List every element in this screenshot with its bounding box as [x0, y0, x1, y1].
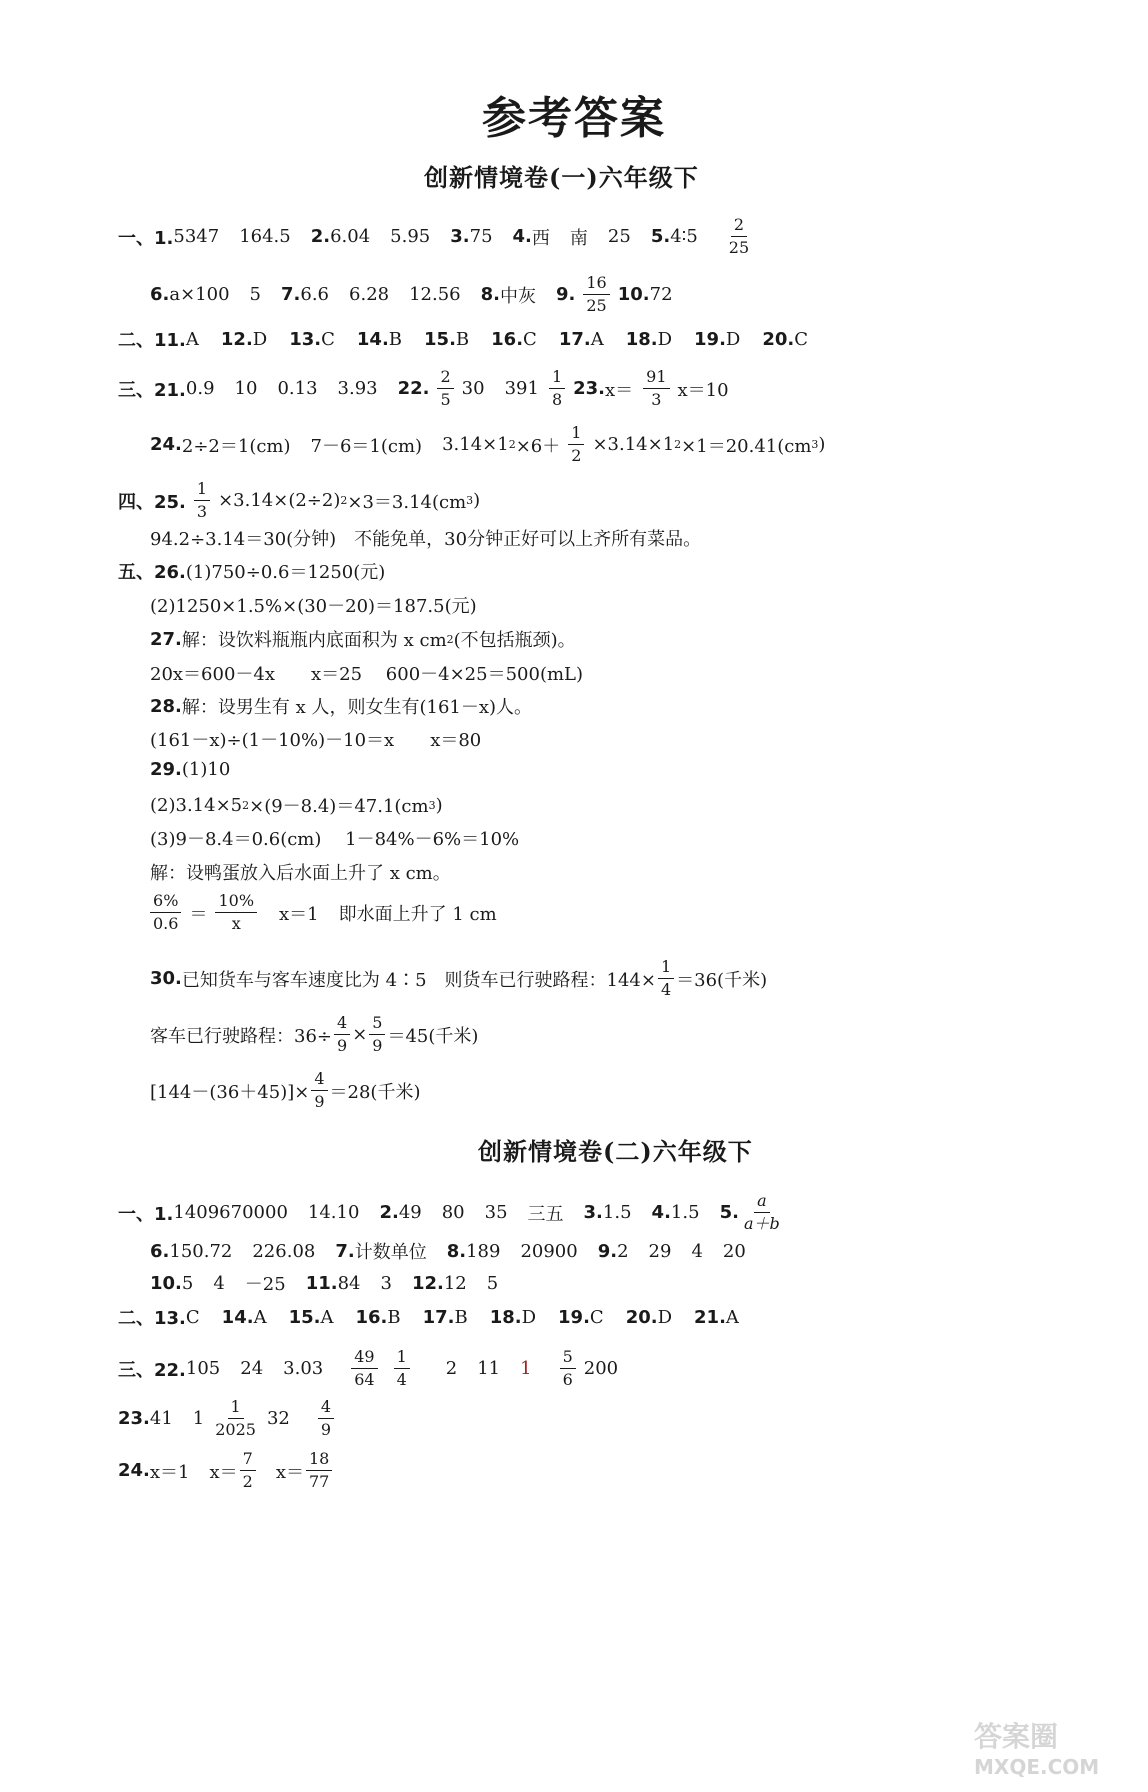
answer-text: 解：设饮料瓶瓶内底面积为 x cm: [181, 630, 447, 651]
fraction-numerator: 1: [568, 422, 584, 445]
answer-text: 41: [149, 1408, 173, 1429]
fraction-denominator: 4: [660, 980, 672, 999]
superscript: 2: [242, 798, 250, 812]
answer-text: 25: [607, 226, 631, 247]
q-num: 20.: [762, 328, 795, 350]
s1-row-9: [150, 592, 1148, 618]
answer-text: ×: [352, 1024, 368, 1045]
answer-text: 计数单位: [354, 1242, 427, 1263]
watermark-logo: [968, 1712, 1128, 1782]
q-num: 3.: [450, 226, 470, 247]
fraction-denominator: 25: [586, 296, 607, 315]
answer-text: (2)3.14×5: [150, 794, 243, 816]
answer-text: 80: [441, 1202, 465, 1223]
answer-text: 0.13: [277, 378, 318, 399]
answer-text: ×(9－8.4)＝47.1(cm: [249, 796, 429, 817]
fraction-denominator: 9: [320, 1420, 332, 1439]
fraction-denominator: 9: [314, 1092, 325, 1111]
answer-text: A: [590, 328, 604, 350]
q-num: 4.: [512, 226, 532, 247]
fraction-numerator: 1: [658, 956, 674, 979]
answer-text: 三五: [527, 1203, 564, 1225]
s2-row-2: [150, 1238, 1148, 1264]
fraction: [549, 366, 565, 411]
s2-row-7: [118, 1448, 1148, 1493]
answer-text: ): [473, 490, 481, 511]
watermark-url: MXQE.COM: [974, 1755, 1100, 1779]
answer-text: A: [320, 1306, 334, 1328]
fraction: [240, 1448, 256, 1493]
fraction-numerator: 1: [228, 1396, 244, 1419]
s2-row-3: [150, 1270, 1148, 1296]
fraction-numerator: 1: [394, 1346, 410, 1369]
fraction-denominator: a＋b: [743, 1214, 780, 1233]
q-num: 10.: [150, 1272, 182, 1294]
answer-text: 南: [569, 227, 588, 249]
answer-text: 0.9: [185, 378, 215, 399]
q-num: 17.: [558, 328, 591, 350]
answer-text: 189: [466, 1240, 501, 1262]
fraction: [369, 1012, 385, 1057]
answer-text: D: [521, 1306, 537, 1328]
fraction: [568, 422, 584, 467]
s1-row-14: [150, 759, 1148, 780]
q-num: 30.: [150, 968, 182, 989]
s1-row-10: [150, 626, 1148, 652]
q-num: 5.: [650, 226, 671, 247]
answer-text: ＝36(千米): [676, 969, 768, 991]
superscript: 3: [428, 798, 436, 812]
answer-text: (3)9－8.4＝0.6(cm) 1－84%－6%＝10%: [150, 829, 520, 850]
answer-text: 24: [240, 1358, 264, 1379]
q-num: 2.: [379, 1202, 399, 1223]
fraction-denominator: 3: [196, 502, 208, 521]
answer-text: x＝1: [279, 903, 319, 925]
answer-text: ×3.14×1: [592, 434, 675, 455]
answer-text: ): [818, 434, 826, 455]
answer-text: 6.04: [330, 226, 371, 247]
answer-text: C: [523, 328, 537, 350]
s2-row-1: [118, 1190, 1148, 1235]
q-num: 19.: [558, 1306, 590, 1328]
q-num: 15.: [424, 328, 456, 350]
answer-text: B: [454, 1306, 468, 1328]
q-num: 19.: [694, 328, 726, 350]
answer-text: 10: [234, 378, 258, 399]
fraction-numerator: 91: [643, 366, 669, 389]
q-num: 21.: [694, 1306, 726, 1328]
answer-text: 4∶5: [670, 226, 698, 247]
q-num: 10.: [617, 284, 650, 305]
answer-text: x＝1: [149, 1461, 190, 1483]
s1-row-12: [150, 693, 1148, 719]
fraction: [215, 890, 257, 935]
s1-row-13: [150, 726, 1148, 752]
answer-text: 客车已行驶路程：36÷: [150, 1025, 332, 1047]
answer-text: C: [321, 328, 335, 350]
answer-text: ＝45(千米): [387, 1025, 479, 1047]
fraction-numerator: a: [754, 1190, 770, 1213]
answer-text: 已知货车与客车速度比为 4∶5 则货车已行驶路程：144×: [181, 969, 656, 991]
fraction-numerator: 5: [369, 1012, 385, 1035]
s1-row-4: [118, 366, 1148, 411]
answer-text: C: [589, 1306, 604, 1328]
fraction: [726, 214, 752, 259]
q-num: 8.: [480, 284, 500, 305]
page-title: 参考答案: [482, 93, 666, 144]
superscript: 2: [446, 632, 454, 646]
answer-text: 30: [461, 378, 485, 399]
answer-text: 5347: [173, 226, 220, 247]
fraction: [658, 956, 674, 1001]
answer-text: ×3.14×(2÷2): [218, 490, 341, 511]
answer-text: 72: [649, 284, 673, 305]
fraction: [351, 1346, 377, 1391]
answer-text: 解：设鸭蛋放入后水面上升了 x cm。: [150, 863, 451, 884]
answer-text: (不包括瓶颈)。: [453, 630, 576, 651]
fraction-numerator: 18: [306, 1448, 332, 1471]
answer-text: 3.14×1: [442, 434, 509, 455]
answer-text: A: [725, 1306, 739, 1328]
answer-text: 12: [443, 1272, 467, 1294]
q-num: 12.: [220, 328, 253, 350]
section-2-title: 创新情境卷(二)六年级下: [478, 1137, 753, 1166]
answer-text: －25: [244, 1274, 286, 1295]
answer-text: 3: [380, 1272, 392, 1294]
s1-row-5: [150, 422, 1148, 467]
q-num: 12.: [411, 1272, 444, 1294]
fraction-denominator: 3: [651, 390, 662, 409]
q-num: 18.: [625, 328, 658, 350]
q-num: 二、11.: [118, 330, 186, 351]
fraction: [194, 478, 210, 523]
fraction-denominator: 25: [728, 238, 750, 257]
answer-text: 6.6: [300, 284, 330, 305]
answer-text: 11: [477, 1358, 501, 1379]
fraction: [306, 1448, 332, 1493]
answer-text: x＝10: [677, 379, 729, 401]
answer-text: D: [657, 328, 673, 350]
fraction: [212, 1396, 259, 1441]
q-num: 14.: [221, 1306, 254, 1328]
fraction-numerator: 2: [731, 214, 747, 237]
answer-text: x＝: [275, 1461, 304, 1483]
answer-text: ×3＝3.14(cm: [347, 491, 467, 513]
answer-text: (1)10: [181, 759, 231, 780]
q-num: 2.: [310, 226, 331, 247]
q-num: 9.: [597, 1240, 618, 1262]
q-num: 6.: [150, 1240, 170, 1262]
answer-text: 20900: [520, 1240, 578, 1262]
q-num: 6.: [150, 284, 170, 305]
fraction-numerator: 2: [437, 366, 453, 389]
fraction-denominator: 4: [396, 1370, 407, 1389]
answer-text: 75: [469, 226, 493, 247]
answer-text: 94.2÷3.14＝30(分钟) 不能免单，30分钟正好可以上齐所有菜品。: [150, 529, 702, 550]
fraction-denominator: 9: [372, 1036, 383, 1055]
answer-text: 3.03: [283, 1358, 324, 1379]
answer-text: x＝: [605, 379, 634, 401]
q-num: 28.: [150, 695, 182, 717]
q-num: 11.: [305, 1272, 338, 1294]
q-num: 23.: [573, 378, 606, 399]
fraction-numerator: 4: [318, 1396, 334, 1419]
q-num: 五、26.: [118, 562, 186, 583]
answer-text: 1.5: [670, 1202, 700, 1223]
q-num: 二、13.: [118, 1308, 186, 1329]
s1-row-2: [150, 272, 1148, 317]
answer-text: 2: [445, 1358, 458, 1379]
q-num: 8.: [446, 1240, 467, 1262]
q-num: 16.: [355, 1306, 388, 1328]
answer-text: 14.10: [307, 1202, 360, 1223]
answer-text: D: [657, 1306, 673, 1328]
answer-text: 即水面上升了 1 cm: [338, 903, 497, 925]
fraction-numerator: 16: [583, 272, 609, 295]
answer-text: 5: [181, 1272, 194, 1294]
s1-row-20: [150, 1012, 1148, 1057]
answer-text: [144－(36＋45)]×: [150, 1081, 310, 1103]
q-num: 15.: [288, 1306, 321, 1328]
answer-text: 105: [185, 1358, 221, 1379]
answer-text: 4: [691, 1240, 703, 1262]
fraction-numerator: 10%: [215, 890, 257, 913]
fraction-numerator: 4: [334, 1012, 350, 1035]
q-num: 13.: [289, 328, 322, 350]
answer-text: 1409670000: [173, 1202, 288, 1223]
answer-text: 4: [213, 1272, 225, 1294]
fraction-numerator: 5: [560, 1346, 576, 1369]
answer-text: ×1＝20.41(cm: [681, 435, 812, 457]
answer-text: 6.28: [349, 284, 390, 305]
superscript: 2: [508, 438, 516, 451]
answer-text: 12.56: [409, 284, 461, 305]
answer-text: 7－6＝1(cm): [310, 435, 423, 457]
fraction-denominator: 2: [242, 1472, 253, 1491]
q-num: 16.: [491, 328, 524, 350]
fraction: [583, 272, 609, 317]
section-1-title: 创新情境卷(一)六年级下: [424, 163, 699, 192]
s1-row-3: [118, 326, 1148, 352]
q-num: 7.: [281, 284, 301, 305]
q-num: 14.: [356, 328, 389, 350]
s1-row-7: [150, 525, 1148, 551]
fraction: [394, 1346, 410, 1391]
answer-text: 150.72: [169, 1240, 233, 1262]
fraction-denominator: 64: [354, 1370, 375, 1389]
answer-text: 解：设男生有 x 人，则女生有(161－x)人。: [181, 697, 533, 718]
fraction: [560, 1346, 576, 1391]
answer-text: C: [794, 328, 809, 350]
answer-text: 1: [192, 1408, 205, 1429]
fraction: [437, 366, 453, 411]
s1-row-17: [150, 859, 1148, 885]
q-num: 18.: [489, 1306, 522, 1328]
answer-text: 西: [531, 227, 550, 249]
answer-text: a×100: [169, 284, 230, 305]
fraction-numerator: 1: [549, 366, 565, 389]
s1-row-1: [118, 214, 1148, 259]
fraction-denominator: 5: [440, 390, 451, 409]
answer-text: A: [253, 1306, 267, 1328]
fraction-denominator: 9: [337, 1036, 348, 1055]
answer-text: D: [252, 328, 268, 350]
fraction-denominator: 77: [309, 1472, 330, 1491]
s2-row-5: [118, 1346, 1148, 1391]
answer-text: 391: [504, 378, 539, 399]
answer-text: (161－x)÷(1－10%)－10＝x x＝80: [150, 730, 482, 751]
fraction-denominator: 0.6: [153, 914, 179, 933]
q-num: 7.: [335, 1240, 355, 1262]
answer-text: 20x＝600－4x x＝25 600－4×25＝500(mL): [150, 664, 584, 685]
q-num: 三、21.: [118, 379, 186, 401]
answer-text: 49: [398, 1202, 422, 1223]
superscript: 2: [340, 494, 348, 507]
answer-text: 中灰: [500, 285, 536, 307]
q-num: 23.: [118, 1408, 150, 1429]
superscript: 3: [811, 438, 819, 451]
answer-text: 5: [486, 1272, 499, 1294]
fraction: [311, 1068, 327, 1113]
fraction-numerator: 49: [351, 1346, 377, 1369]
fraction-numerator: 4: [311, 1068, 327, 1091]
fraction-denominator: 6: [562, 1370, 573, 1389]
q-num: 27.: [150, 628, 182, 650]
fraction-denominator: 2025: [215, 1420, 256, 1439]
answer-text: ＝28(千米): [329, 1081, 421, 1103]
s1-row-16: [150, 825, 1148, 851]
fraction: [334, 1012, 350, 1057]
fraction-denominator: x: [231, 914, 241, 933]
q-num: 4.: [651, 1202, 671, 1223]
answer-text: D: [725, 328, 741, 350]
s1-row-8: [118, 558, 1148, 584]
answer-text: ×6＋: [515, 435, 561, 457]
answer-text: 84: [337, 1272, 361, 1294]
answer-text: 2÷2＝1(cm): [181, 435, 291, 457]
watermark-text: 答案圈: [974, 1720, 1059, 1753]
fraction: [741, 1190, 783, 1235]
answer-text: 2: [617, 1240, 629, 1262]
fraction-denominator: 2: [571, 446, 582, 465]
q-num: 5.: [719, 1202, 739, 1223]
superscript: 3: [466, 494, 474, 507]
q-num: 29.: [150, 759, 182, 780]
answer-text: ): [435, 794, 443, 816]
answer-text: ＝: [189, 903, 208, 925]
answer-text: 35: [484, 1202, 508, 1223]
fraction-numerator: 1: [194, 478, 210, 501]
fraction-numerator: 7: [240, 1448, 256, 1471]
s2-row-4: [118, 1304, 1148, 1330]
s2-row-6: [118, 1396, 1148, 1441]
answer-text: 1.5: [602, 1202, 632, 1223]
fraction-numerator: 6%: [150, 890, 181, 913]
answer-text: 5: [249, 284, 261, 305]
answer-text: B: [387, 1306, 401, 1328]
q-num: 24.: [150, 434, 182, 455]
q-num: 一、1.: [118, 227, 174, 249]
answer-text: 226.08: [252, 1240, 316, 1262]
answer-text: 200: [583, 1358, 619, 1379]
fraction: [643, 366, 669, 411]
answer-text: (2)1250×1.5%×(30－20)＝187.5(元): [150, 596, 477, 617]
answer-text: 5.95: [390, 226, 431, 247]
answer-text: 20: [722, 1240, 746, 1262]
q-num: 24.: [118, 1460, 150, 1481]
answer-text: B: [455, 328, 470, 350]
answer-text: B: [388, 328, 403, 350]
answer-text: C: [185, 1306, 200, 1328]
s1-row-11: [150, 660, 1148, 686]
answer-text: A: [185, 328, 199, 350]
s1-row-18: [150, 890, 1148, 935]
answer-text: 1: [520, 1358, 532, 1379]
s1-row-15: [150, 792, 1148, 818]
answer-text: x＝: [209, 1461, 238, 1483]
q-num: 三、22.: [118, 1359, 186, 1381]
q-num: 17.: [422, 1306, 455, 1328]
answer-text: 164.5: [239, 226, 291, 247]
answer-text: (1)750÷0.6＝1250(元): [185, 562, 386, 583]
q-num: 3.: [583, 1202, 603, 1223]
fraction-denominator: 8: [551, 390, 563, 409]
fraction: [150, 890, 181, 935]
fraction: [318, 1396, 334, 1441]
s1-row-19: [150, 956, 1148, 1001]
superscript: 2: [674, 438, 682, 451]
q-num: 22.: [397, 378, 430, 399]
s1-row-21: [150, 1068, 1148, 1113]
answer-text: 29: [648, 1240, 672, 1262]
q-num: 一、1.: [118, 1203, 174, 1225]
q-num: 四、25.: [118, 491, 186, 513]
s1-row-6: [118, 478, 1148, 523]
answer-text: 3.93: [337, 378, 378, 399]
answer-text: 32: [266, 1408, 290, 1429]
q-num: 20.: [625, 1306, 658, 1328]
q-num: 9.: [556, 284, 576, 305]
